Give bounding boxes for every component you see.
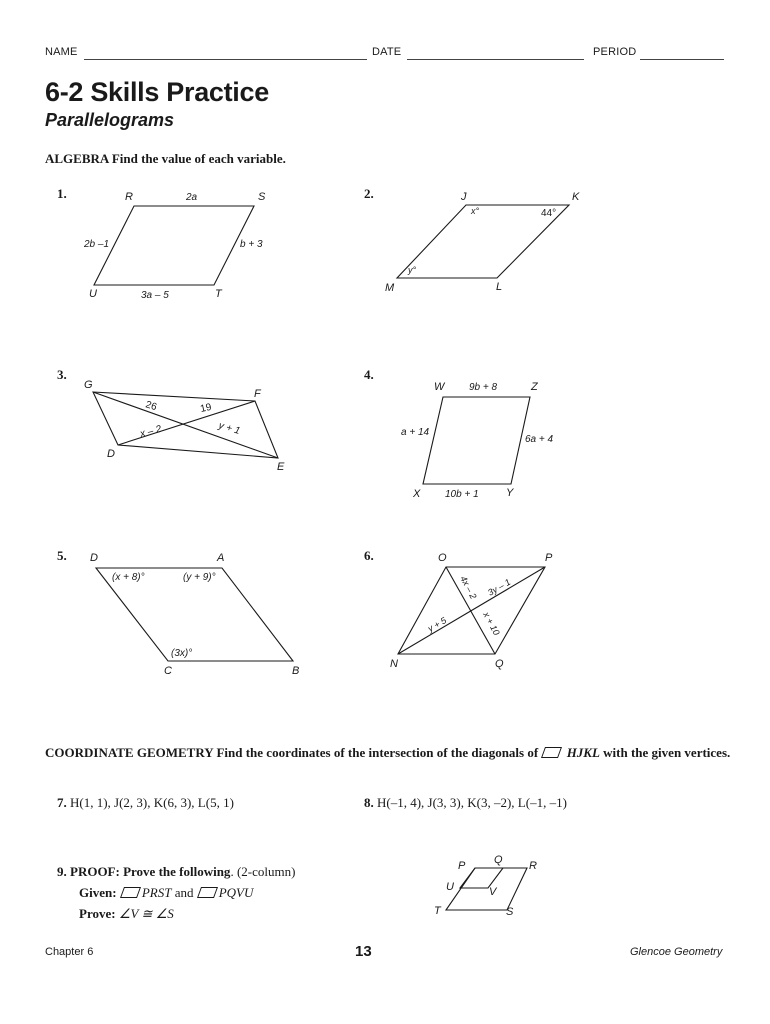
fig3-seg-y: y + 1 [217, 420, 242, 437]
coordinate-prefix: COORDINATE GEOMETRY [45, 745, 214, 760]
problem-3-number: 3. [57, 367, 67, 382]
fig4-side-top: 9b + 8 [469, 382, 498, 393]
problem-7 [57, 795, 234, 811]
parallelogram-symbol-icon [197, 887, 218, 898]
problem-9-note: . (2-column) [230, 864, 296, 879]
coordinate-instructions [45, 744, 735, 762]
name-label: NAME [45, 46, 78, 58]
problem-9 [57, 861, 295, 924]
fig4-label-x: X [413, 488, 421, 500]
parallelogram-symbol-icon [541, 747, 562, 758]
figure-6-diagonal-np [398, 567, 545, 654]
fig5-angle-d: (x + 8)° [112, 572, 145, 583]
fig5-label-c: C [164, 665, 172, 677]
problem-9-title: PROOF: Prove the following [70, 864, 231, 879]
parallelogram-symbol-icon [120, 887, 141, 898]
figure-9-parallelogram-prst [446, 868, 527, 910]
fig5-label-b: B [292, 665, 300, 677]
fig4-label-y: Y [506, 487, 514, 499]
fig1-side-bottom: 3a – 5 [141, 290, 169, 301]
fig3-label-e: E [277, 461, 285, 473]
fig3-seg-19: 19 [199, 401, 213, 415]
coordinate-text-before: Find the coordinates of the intersection of the diagonals of [216, 745, 539, 760]
fig6-seg-a: 4x – 2 [458, 574, 479, 601]
fig5-label-d: D [90, 552, 98, 564]
fig3-label-d: D [107, 448, 115, 460]
fig6-label-q: Q [495, 658, 504, 670]
given-label: Given: [79, 885, 117, 900]
fig2-label-l: L [496, 281, 503, 293]
fig1-label-r: R [125, 191, 133, 203]
coordinate-shape: HJKL [566, 745, 600, 760]
problem-8 [364, 795, 567, 811]
given-shape-b: PQVU [218, 885, 254, 900]
page-subtitle: Parallelograms [45, 110, 175, 130]
algebra-prefix: ALGEBRA [45, 151, 109, 166]
fig3-label-g: G [84, 379, 93, 391]
fig1-side-top: 2a [186, 192, 198, 203]
fig3-label-f: F [254, 388, 261, 400]
figure-9-parallelogram-pqvu [460, 868, 503, 888]
fig9-label-t: T [434, 905, 441, 917]
fig1-label-u: U [89, 288, 97, 300]
fig5-angle-a: (y + 9)° [183, 572, 216, 583]
coordinate-text-after: with the given vertices. [603, 745, 731, 760]
fig3-seg-x: x – 2 [138, 423, 163, 440]
problem-8-number: 8. [364, 795, 374, 810]
fig3-seg-26: 26 [144, 399, 158, 414]
fig9-label-q: Q [494, 854, 503, 866]
fig9-label-v: V [489, 886, 497, 898]
fig9-label-u: U [446, 881, 454, 893]
fig6-seg-c: y + 5 [426, 615, 449, 634]
problem-5-number: 5. [57, 548, 67, 563]
date-label: DATE [372, 46, 402, 58]
fig4-side-left: a + 14 [401, 427, 430, 438]
problem-7-number: 7. [57, 795, 67, 810]
algebra-text: Find the value of each variable. [111, 151, 286, 166]
fig2-label-k: K [572, 191, 580, 203]
fig6-label-p: P [545, 552, 553, 564]
fig2-angle-x: x° [471, 206, 480, 216]
fig6-label-n: N [390, 658, 398, 670]
period-label: PERIOD [593, 46, 637, 58]
fig6-seg-b: 3y – 1 [486, 576, 513, 598]
prove-label: Prove: [79, 906, 116, 921]
fig1-label-s: S [258, 191, 266, 203]
fig4-side-right: 6a + 4 [525, 434, 554, 445]
fig6-seg-d: x + 10 [481, 610, 502, 637]
figure-4-parallelogram [423, 397, 530, 484]
prove-text: ∠V ≅ ∠S [118, 906, 174, 921]
problem-8-text: H(–1, 4), J(3, 3), K(3, –2), L(–1, –1) [377, 795, 567, 810]
fig4-label-z: Z [531, 381, 538, 393]
fig2-label-j: J [461, 191, 467, 203]
fig4-side-bottom: 10b + 1 [445, 489, 479, 500]
fig2-label-m: M [385, 282, 395, 294]
fig9-label-s: S [506, 906, 514, 918]
fig4-label-w: W [434, 381, 445, 393]
figure-3-diagonal-ge [93, 392, 278, 458]
figure-1-parallelogram [94, 206, 254, 285]
figure-3-diagonal-df [118, 401, 255, 445]
fig6-label-o: O [438, 552, 447, 564]
problem-2-number: 2. [364, 186, 374, 201]
fig1-side-right: b + 3 [240, 239, 263, 250]
fig5-label-a: A [217, 552, 225, 564]
problem-9-number: 9. [57, 864, 67, 879]
problem-4-number: 4. [364, 367, 374, 382]
fig9-label-r: R [529, 860, 537, 872]
fig1-side-left: 2b –1 [84, 239, 110, 250]
problem-1-number: 1. [57, 186, 67, 201]
footer-page-number: 13 [355, 943, 372, 960]
given-and: and [174, 885, 194, 900]
problem-6-number: 6. [364, 548, 374, 563]
fig5-angle-c: (3x)° [171, 648, 193, 659]
fig2-angle-k: 44° [541, 208, 557, 219]
page-title: 6-2 Skills Practice [45, 77, 269, 107]
footer-book: Glencoe Geometry [630, 946, 723, 958]
given-shape-a: PRST [141, 885, 172, 900]
fig1-label-t: T [215, 288, 222, 300]
footer-chapter: Chapter 6 [45, 946, 94, 958]
problem-7-text: H(1, 1), J(2, 3), K(6, 3), L(5, 1) [70, 795, 234, 810]
fig2-angle-y: y° [408, 265, 417, 275]
fig9-label-p: P [458, 860, 466, 872]
